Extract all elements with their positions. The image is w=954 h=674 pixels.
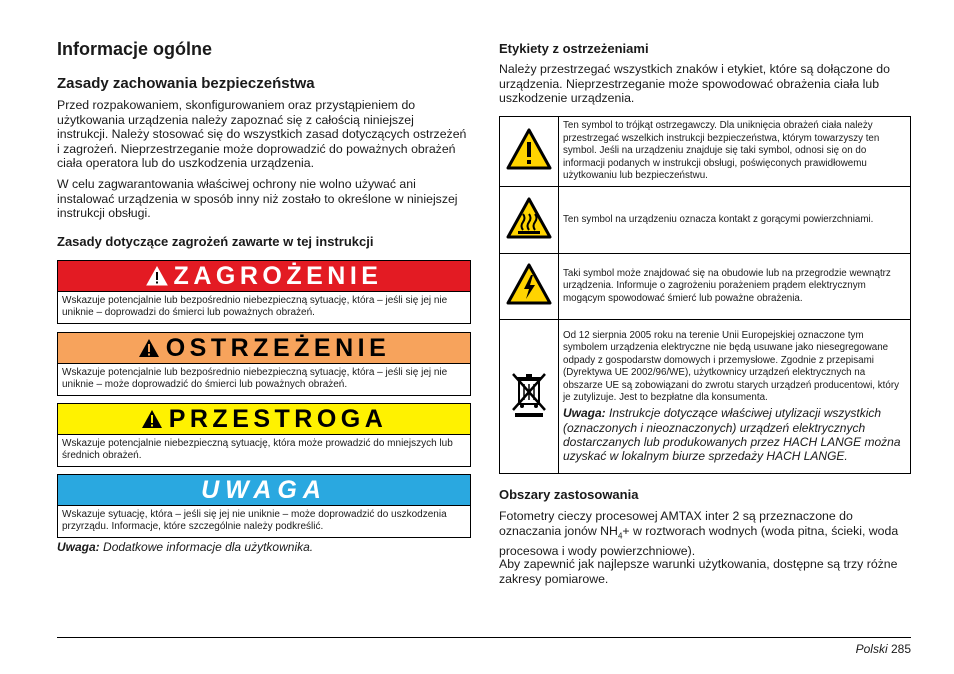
hot-surface-icon [506, 197, 552, 239]
symbol-description: Taki symbol może znajdować się na obudowie lub na przegrodzie wewnątrz urządzenia. Informuje o zagrożeniu porażeniem prądem elektrycznym mogącym spowodować śmierć lub poważne obrażenia. [559, 254, 911, 320]
applications-title: Obszary zastosowania [499, 487, 639, 502]
danger-banner [58, 261, 470, 292]
page-number: 285 [890, 642, 911, 656]
applications-paragraph-1: Fotometry cieczy procesowej AMTAX inter 2 są przeznaczone do oznaczania jonów $NH_4+ w$ roztworach wodnych (woda pitna, ścieki, woda procesowa i wody powierzchniowe). [499, 509, 899, 558]
warning-labels-paragraph: Należy przestrzegać wszystkich znaków i etykiet, które są dołączone do urządzenia. Nieprzestrzeganie może spowodować obrażenia ciała lub uszkodzenie urządzenia. [499, 62, 890, 106]
additional-info-note [57, 540, 313, 555]
applications-paragraph-2: Aby zapewnić jak najlepsze warunki użytkowania, dostępne są trzy różne zakresy pomiarowe. [499, 557, 898, 586]
caution-description: Wskazuje potencjalnie niebezpieczną sytuację, która może prowadzić do mniejszych lub średnich obrażeń. [62, 438, 453, 462]
danger-signal-word: ZAGROŻENIE [173, 261, 383, 290]
note-label: Uwaga: [57, 540, 100, 554]
caution-signal-word: PRZESTROGA [168, 404, 388, 433]
table-row [500, 187, 911, 254]
caution-banner [58, 404, 470, 435]
symbol-description: Od 12 sierpnia 2005 roku na terenie Unii Europejskiej oznaczone tym symbolem urządzenia elektryczne nie będą usuwane jako niesegregowane odpady z gospodarstw domowych i przemysłowe. Zgodnie z przepisami (Dyrektywa UE 2002/96/WE), użytkownicy urządzeń elektrycznych na obszarze UE są zobowiązani do zwrotu starych urządzeń producentowi, który je zutylizuje. Jest to bezpłatne dla konsumenta. [563, 329, 899, 403]
warning-triangle-icon [506, 128, 552, 170]
table-row [500, 254, 911, 320]
safety-paragraph-1: Przed rozpakowaniem, skonfigurowaniem oraz przystąpieniem do użytkowania urządzenia należy zapoznać się z całością niniejszej instrukcji. Należy stosować się do wszystkich zasad dotyczących ostrzeżeń i zagrożeń. Nieprzestrzeganie może doprowadzić do poważnych obrażeń ciała operatora lub do uszkodzenia urządzenia. [57, 98, 467, 171]
symbol-description: Ten symbol na urządzeniu oznacza kontakt z gorącymi powierzchniami. [559, 187, 911, 254]
footer-language: Polski [855, 642, 888, 656]
note-text: Instrukcje dotyczące właściwej utylizacji wszystkich (oznaczonych i nieoznaczonych) urządzeń elektrycznych dostarczanych lub produkowanych przez HACH LANGE można uzyskać w lokalnym biurze sprzedaży HACH LANGE. [563, 406, 901, 463]
table-row [500, 320, 911, 474]
footer [856, 642, 911, 656]
warning-signal-word: OSTRZEŻENIE [165, 333, 391, 362]
note-text: Dodatkowe informacje dla użytkownika. [99, 540, 314, 554]
footer-divider [57, 637, 911, 638]
symbols-table [499, 116, 911, 474]
electric-shock-icon [506, 263, 552, 305]
safety-paragraph-2: W celu zagwarantowania właściwej ochrony nie wolno używać ani instalować urządzenia w sposób inny niż zostało to określone w niniejszej instrukcji obsługi. [57, 177, 458, 221]
notice-banner [58, 475, 470, 506]
symbol-description: Ten symbol to trójkąt ostrzegawczy. Dla uniknięcia obrażeń ciała należy przestrzegać wszelkich instrukcji bezpieczeństwa, którym towarzyszy ten symbol. Jeśli na urządzeniu znajduje się taki symbol, odnosi się on do informacji podanych w instrukcji obsługi, poświęconych prawidłowemu użytkowaniu lub bezpieczeństwu. [559, 117, 911, 187]
danger-description: Wskazuje potencjalnie lub bezpośrednio niebezpieczną sytuację, która – jeśli się jej nie uniknie – doprowadzi do śmierci lub poważnych obrażeń. [62, 295, 448, 319]
warning-triangle-icon [146, 266, 168, 286]
note-label: Uwaga: [563, 406, 606, 421]
section-title-safety: Zasady zachowania bezpieczeństwa [57, 75, 315, 92]
notice-box [57, 474, 471, 538]
warning-box [57, 332, 471, 396]
weee-note [563, 406, 906, 463]
warning-description: Wskazuje potencjalnie lub bezpośrednio niebezpieczną sytuację, która – jeśli się jej nie uniknie – może doprowadzić do śmierci lub poważnych obrażeń. [62, 367, 448, 391]
caution-box [57, 403, 471, 467]
warning-banner [58, 333, 470, 364]
warning-triangle-icon [141, 409, 163, 429]
notice-description: Wskazuje sytuację, która – jeśli się jej nie uniknie – może doprowadzić do uszkodzenia przyrządu. Informacje, które szczególnie należy podkreślić. [62, 509, 447, 533]
warning-triangle-icon [138, 338, 160, 358]
danger-box [57, 260, 471, 324]
notice-signal-word: UWAGA [201, 475, 327, 504]
weee-crossed-bin-icon [507, 370, 551, 418]
page-title: Informacje ogólne [57, 39, 213, 59]
hazard-info-title: Zasady dotyczące zagrożeń zawarte w tej instrukcji [57, 234, 374, 249]
table-row [500, 117, 911, 187]
warning-labels-title: Etykiety z ostrzeżeniami [499, 41, 649, 56]
